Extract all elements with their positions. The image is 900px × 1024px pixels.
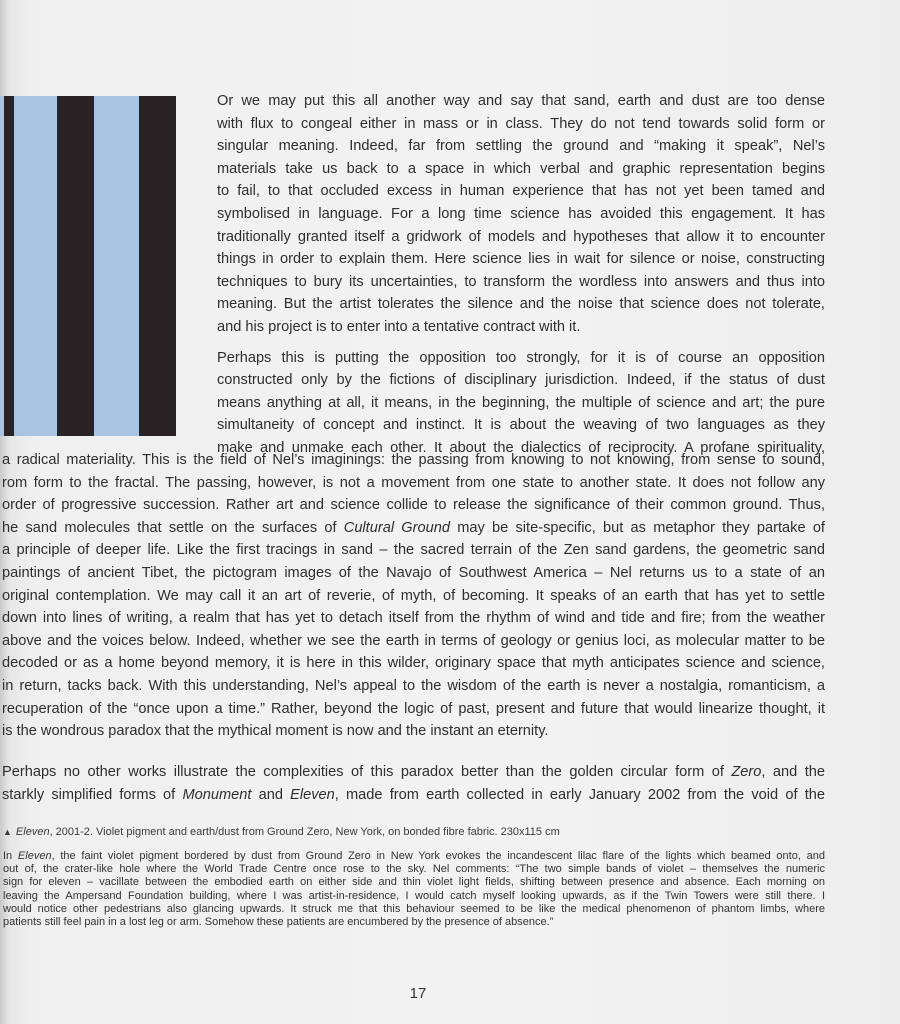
figure-caption-title (3, 826, 823, 839)
text-line: and his project is to enter into a tentative contract with it. (217, 318, 581, 335)
text-segment: Perhaps no other works illustrate the complexities of this paradox better than the golden circular form of (2, 764, 732, 780)
text-line: make and unmake each other. It about the dialectics of reciprocity. A profane spirituality, (217, 439, 825, 456)
text-line: constructed only by the fictions of disciplinary jurisdiction. Indeed, if the status of dust (217, 372, 825, 389)
text-line: a principle of deeper life. Like the first tracings in sand – the sacred terrain of the Zen sand gardens, the geometric sand (2, 542, 825, 559)
text-line: above and the voices below. Indeed, whether we see the earth in terms of geology or genius loci, as molecular matter to be (2, 632, 825, 649)
text-segment: and (251, 786, 291, 803)
text-line: decoded or as a home beyond memory, it is here in this wilder, originary space that myth anticipates science and science, (2, 655, 825, 672)
text-line: simultaneity of concept and instinct. It is about the weaving of two languages as they (217, 417, 825, 434)
artwork-eleven-image (0, 96, 176, 436)
caption-work-title-inline: Eleven (17, 850, 52, 862)
caption-line: would notice other pedestrians also glancing upwards. It struck me that this behaviour seemed to be like the medical phenomenon of phantom limbs, where (3, 902, 825, 915)
caption-line: leaving the Ampersand Foundation building, where I was artist-in-residence, I would catch myself looking upwards, as if the Twin Towers were still there. I (3, 889, 825, 902)
text-line: paintings of ancient Tibet, the pictogram images of the Navajo of Southwest America – Nel returns us to a state of an (2, 564, 825, 581)
text-segment: starkly simplified forms of (2, 786, 183, 803)
text-line: symbolised in language. For a long time science has avoided this engagement. It has (217, 205, 825, 222)
artwork-dark-band-2 (139, 96, 176, 436)
text-line: is the wondrous paradox that the mythical moment is now and the instant an eternity. (2, 723, 549, 740)
caption-title-details: , 2001-2. Violet pigment and earth/dust from Ground Zero, New York, on bonded fibre fabric. 230x115 cm (49, 826, 560, 838)
paragraph-2-lead (217, 347, 825, 460)
text-line: rom form to the fractal. The passing, however, is not a movement from one state to another state. It does not follow any (2, 474, 825, 491)
caption-work-title: Eleven (15, 826, 50, 838)
text-line (2, 517, 825, 540)
text-line: to fail, to that occluded excess in human experience that has not yet been tamed and (217, 183, 825, 200)
body-text-paragraph-3 (2, 761, 825, 806)
work-title-eleven: Eleven (290, 786, 335, 803)
text-line: singular meaning. Indeed, far from settling the ground and “making it speak”, Nel’s (217, 138, 825, 155)
text-segment: he sand molecules that settle on the surfaces of (2, 519, 344, 536)
text-line: Perhaps this is putting the opposition too strongly, for it is of course an opposition (217, 349, 825, 366)
text-line: down into lines of writing, a realm that has yet to detach itself from the rhythm of wind and tide and fire; from the weather (2, 610, 825, 627)
text-line: meaning. But the artist tolerates the silence and the noise that science does not tolerate, (217, 296, 825, 313)
caption-line: patients still feel pain in a lost leg or arm. Somehow these patients are encumbered by the presence of absence.” (3, 916, 554, 929)
triangle-up-icon: ▲ (3, 827, 12, 837)
paragraph-2-continued (2, 449, 825, 743)
text-line: materials take us back to a space in which verbal and graphic representation begins (217, 160, 825, 177)
body-text-full-width (2, 449, 825, 743)
text-line: original contemplation. We may call it an art of reverie, of myth, of becoming. It speaks of an earth that has yet to settle (2, 587, 825, 604)
text-line (2, 761, 825, 784)
caption-line: sign for eleven – vacillate between the embodied earth on either side and thin violet light fields, shifting between presence and absence. Each morning on (3, 876, 825, 889)
text-line: a radical materiality. This is the field of Nel’s imaginings: the passing from knowing to not knowing, from sense to sound, (2, 452, 825, 468)
text-line: traditionally granted itself a gridwork of models and hypotheses that allow it to encounter (217, 228, 825, 245)
text-line: Or we may put this all another way and say that sand, earth and dust are too dense (217, 93, 825, 109)
text-segment: may be site-specific, but as metaphor they partake of (449, 519, 825, 536)
text-segment: , the faint violet pigment bordered by dust from Ground Zero in New York evokes the incandescent lilac flare of the lights which beamed onto, and (51, 850, 825, 862)
work-title-monument: Monument (182, 786, 252, 803)
text-segment: In (3, 850, 18, 862)
body-text-wrapped (217, 90, 825, 460)
work-title-cultural-ground: Cultural Ground (343, 519, 450, 536)
text-line: means anything at all, it means, in the beginning, the multiple of science and art; the pure (217, 394, 825, 411)
text-line: recuperation of the “once upon a time.” Rather, beyond the logic of past, present and future that would linearize thought, it (2, 700, 825, 717)
page-number: 17 (409, 985, 427, 1002)
work-title-zero: Zero (731, 764, 762, 780)
caption-line (3, 850, 825, 863)
text-line: things in order to explain them. Here science lies in wait for silence or noise, constructing (217, 251, 825, 268)
artwork-dark-band-edge (4, 96, 14, 436)
artwork-dark-band-1 (57, 96, 94, 436)
text-segment: , and the (761, 764, 825, 780)
paragraph-3 (2, 761, 825, 806)
paragraph-1 (217, 90, 825, 339)
text-line: with flux to congeal either in mass or in class. They do not tend towards solid form or (217, 115, 825, 132)
text-line: techniques to bury its uncertainties, to transform the wordless into answers and thus into (217, 273, 825, 290)
text-line (2, 784, 825, 807)
text-segment: , made from earth collected in early January 2002 from the void of the (334, 786, 825, 803)
figure-caption-body (3, 850, 825, 929)
text-line: in return, tacks back. With this understanding, Nel’s appeal to the wisdom of the earth is never a nostalgia, romanticism, a (2, 677, 825, 694)
caption-line: out of, the crater-like hole where the World Trade Centre once rose to the sky. Nel comments: “The two simple bands of violet – themselves the numeric (3, 863, 825, 876)
text-line: order of progressive succession. Rather art and science collide to release the significance of their common ground. Thus, (2, 497, 825, 514)
